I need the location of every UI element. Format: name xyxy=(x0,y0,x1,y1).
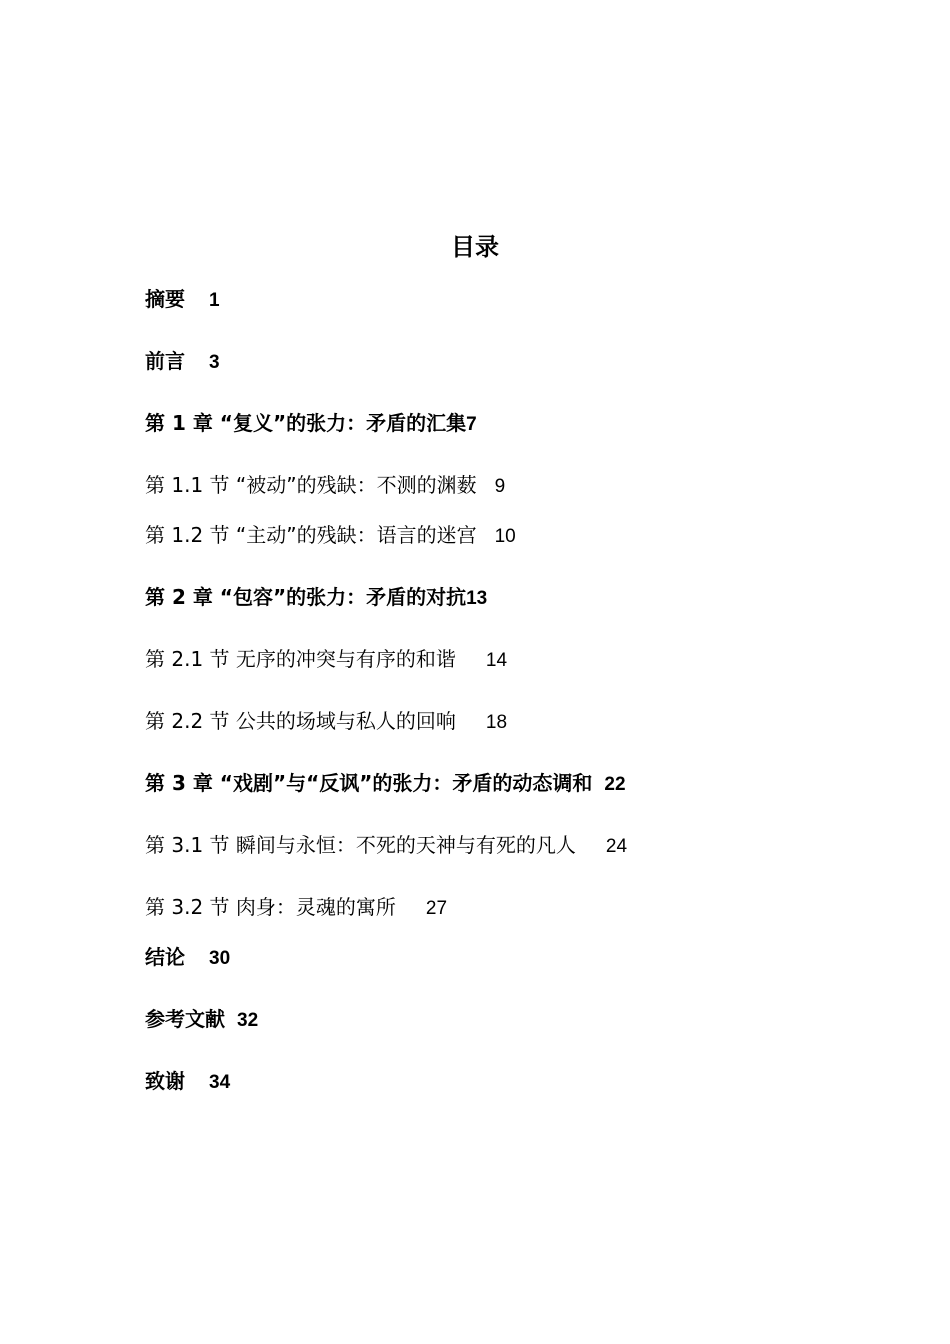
toc-entry-abstract xyxy=(145,285,220,315)
toc-entry-label: 第 3 章 “戏剧”与“反讽”的张力：矛盾的动态调和 xyxy=(145,771,593,795)
toc-entry-label: 参考文献 xyxy=(145,1007,225,1031)
toc-entry-conclusion xyxy=(145,943,230,973)
toc-entry-page: 3 xyxy=(209,352,220,373)
toc-entry-label: 前言 xyxy=(145,349,185,373)
toc-entry-label: 第 2.1 节 无序的冲突与有序的和谐 xyxy=(145,647,456,671)
toc-entry-page: 1 xyxy=(209,290,220,311)
toc-entry-section-3-2 xyxy=(145,893,447,923)
toc-entry-page: 32 xyxy=(237,1010,259,1031)
toc-entry-section-1-2 xyxy=(145,521,516,551)
toc-entry-chapter-1 xyxy=(145,409,477,439)
toc-entry-section-2-2 xyxy=(145,707,507,737)
toc-entry-label: 第 3.1 节 瞬间与永恒：不死的天神与有死的凡人 xyxy=(145,833,576,857)
toc-entry-label: 第 1.1 节 “被动”的残缺：不测的渊薮 xyxy=(145,473,477,497)
toc-entry-chapter-2 xyxy=(145,583,487,613)
toc-entry-page: 34 xyxy=(209,1072,231,1093)
toc-entry-label: 第 2 章 “包容”的张力：矛盾的对抗 xyxy=(145,585,467,609)
toc-entry-label: 摘要 xyxy=(145,287,185,311)
toc-entry-page: 13 xyxy=(466,588,488,609)
toc-entry-section-3-1 xyxy=(145,831,627,861)
toc-entry-page: 9 xyxy=(494,476,506,497)
toc-entry-page: 27 xyxy=(425,898,448,919)
toc-entry-page: 7 xyxy=(466,414,477,435)
toc-entry-page: 18 xyxy=(485,712,508,733)
toc-entry-page: 30 xyxy=(209,948,231,969)
toc-entry-acknowledgements xyxy=(145,1067,230,1097)
toc-entry-page: 14 xyxy=(485,650,508,671)
toc-entry-references xyxy=(145,1005,258,1035)
toc-entry-section-1-1 xyxy=(145,471,505,501)
toc-entry-label: 第 3.2 节 肉身：灵魂的寓所 xyxy=(145,895,396,919)
toc-entry-section-2-1 xyxy=(145,645,507,675)
toc-entry-label: 第 1 章 “复义”的张力：矛盾的汇集 xyxy=(145,411,467,435)
toc-entry-label: 结论 xyxy=(145,945,185,969)
toc-entry-label: 第 1.2 节 “主动”的残缺：语言的迷宫 xyxy=(145,523,477,547)
toc-entry-page: 24 xyxy=(605,836,628,857)
toc-title: 目录 xyxy=(451,233,499,261)
toc-entry-page: 10 xyxy=(494,526,516,547)
toc-entry-preface xyxy=(145,347,220,377)
toc-entry-label: 第 2.2 节 公共的场域与私人的回响 xyxy=(145,709,456,733)
toc-entry-page: 22 xyxy=(604,774,626,795)
toc-entry-label: 致谢 xyxy=(145,1069,185,1093)
toc-entry-chapter-3 xyxy=(145,769,626,799)
